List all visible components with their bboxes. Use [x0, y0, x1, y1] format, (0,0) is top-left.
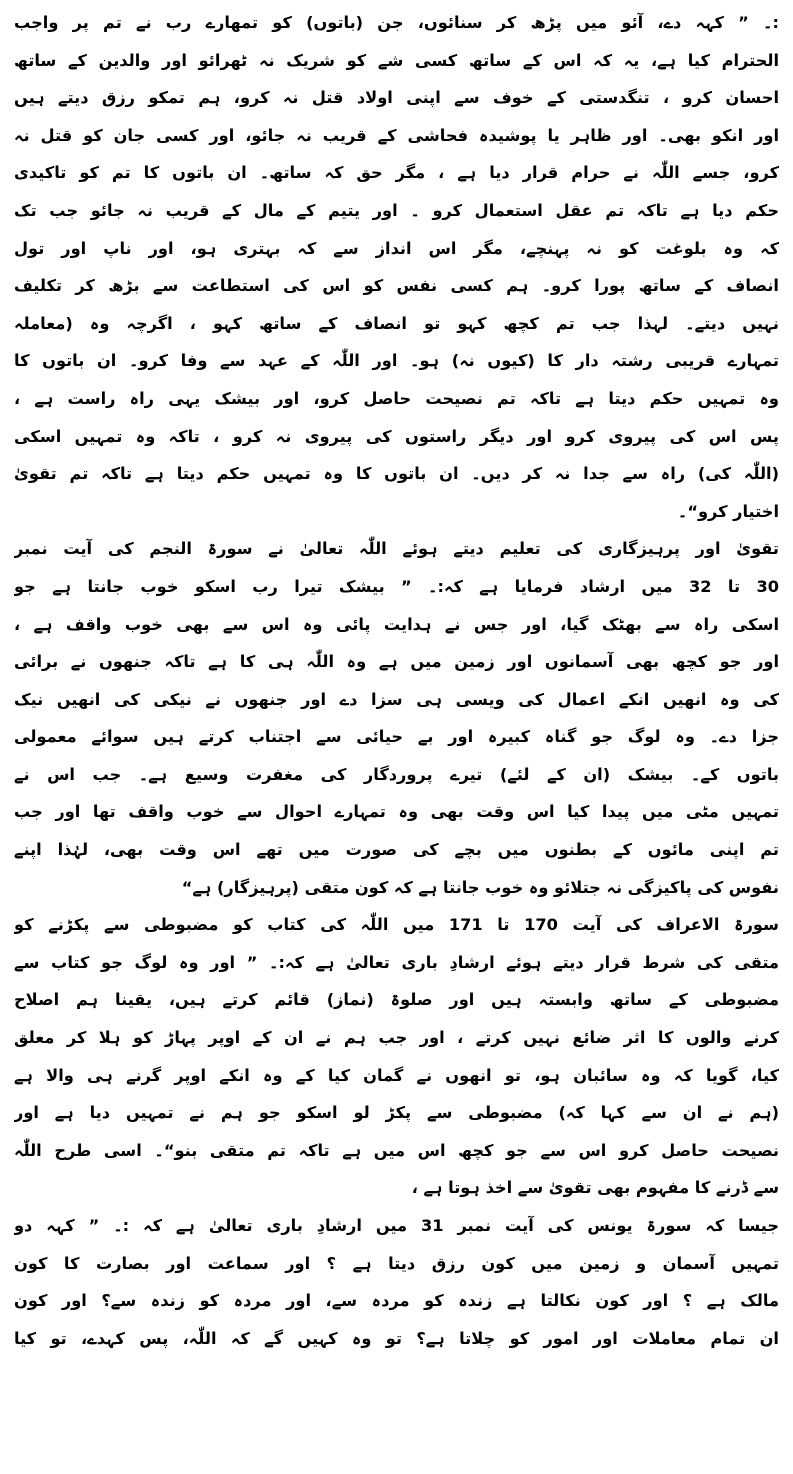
text-line: متقی کی شرط قرار دیتے ہوئے ارشادِ باری تعالیٰ ہے کہ:۔ ” اور وہ لوگ جو کتاب سے [14, 952, 779, 972]
text-line: الحترام کیا ہے، یہ کہ اس کے ساتھ کسی شے کو شریک نہ ٹھرائو اور والدین کے ساتھ [14, 50, 779, 70]
text-line: اسکی راہ سے بھٹک گیا، اور جس نے ہدایت پائی وہ اس سے بھی خوب واقف ہے ، [14, 614, 779, 634]
urdu-text-body [14, 4, 779, 1357]
text-line: سورۃ الاعراف کی آیت 170 تا 171 میں اللّٰہ کی کتاب کو مضبوطی سے پکڑنے کو [14, 915, 779, 935]
text-line: کرنے والوں کا اثر ضائع نہیں کرتے ، اور جب ہم نے ان کے اوپر پہاڑ کو ہلا کر معلق [14, 1028, 779, 1048]
text-line: 30 تا 32 میں ارشاد فرمایا ہے کہ:۔ ” بیشک تیرا رب اسکو خوب جانتا ہے جو [14, 576, 779, 596]
text-line: نہیں دیتے۔ لہذا جب تم کچھ کہو تو انصاف کے ساتھ کہو ، اگرچہ وہ (معاملہ [14, 313, 779, 333]
text-line: جزا دے۔ وہ لوگ جو گناہ کبیرہ اور بے حیائی سے اجتناب کرتے ہیں سوائے معمولی [14, 727, 779, 747]
text-line: حکم دیا ہے تاکہ تم عقل استعمال کرو ۔ اور یتیم کے مال کے قریب نہ جائو جب تک [14, 200, 779, 220]
text-line: مضبوطی کے ساتھ وابستہ ہیں اور صلوۃ (نماز) قائم کرتے ہیں، یقینا ہم اصلاح [14, 990, 779, 1010]
text-line: کی وہ انھیں انکے اعمال کی ویسی ہی سزا دے اور جنھوں نے نیکی کی انھیں نیک [14, 689, 779, 709]
text-line: ان تمام معاملات اور امور کو چلاتا ہے؟ تو وہ کہیں گے کہ اللّٰہ، پس کہدے، تو کیا [14, 1328, 779, 1348]
text-line: سے ڈرنے کا مفہوم بھی تقویٰ سے اخذ ہوتا ہے ، [411, 1178, 779, 1198]
text-line: اور جو کچھ بھی آسمانوں اور زمین میں ہے وہ اللّٰہ ہی کا ہے تاکہ جنھوں نے برائی [14, 652, 779, 672]
text-line: اور انکو بھی۔ اور ظاہر یا پوشیدہ فحاشی کے قریب نہ جائو، اور کسی جان کو قتل نہ [14, 125, 779, 145]
text-line: باتوں کے۔ بیشک (ان کے لئے) تیرے پروردگار کی مغفرت وسیع ہے۔ جب اس نے [14, 764, 779, 784]
text-line: تمہارے قریبی رشتہ دار کا (کیوں نہ) ہو۔ اور اللّٰہ کے عہد سے وفا کرو۔ ان باتوں کا [14, 351, 779, 371]
text-line: :۔ ” کہہ دے، آئو میں پڑھ کر سنائوں، جن (باتوں) کو تمھارے رب نے تم پر واجب [14, 13, 779, 32]
text-line: وہ تمہیں حکم دیتا ہے تاکہ تم نصیحت حاصل کرو، اور بیشک یہی راہ راست ہے ، [14, 388, 779, 408]
text-line: تم اپنی مائوں کے بطنوں میں بچے کی صورت میں تھے اس وقت بھی، لہٰذا اپنے [14, 840, 779, 860]
text-line: احسان کرو ، تنگدستی کے خوف سے اپنی اولاد قتل نہ کرو، ہم تمکو رزق دیتے ہیں [14, 88, 779, 108]
text-line: نصیحت حاصل کرو اس سے جو کچھ اس میں ہے تاکہ تم متقی بنو“۔ اسی طرح اللّٰہ [14, 1140, 779, 1160]
text-line: کرو، جسے اللّٰہ نے حرام قرار دیا ہے ، مگر حق کہ ساتھ۔ ان باتوں کا تم کو تاکیدی [14, 163, 779, 183]
text-line: (اللّٰہ کی) راہ سے جدا نہ کر دیں۔ ان باتوں کا وہ تمہیں حکم دیتا ہے تاکہ تم تقویٰ [14, 464, 779, 484]
text-line: جیسا کہ سورۃ یونس کی آیت نمبر 31 میں ارشادِ باری تعالیٰ ہے کہ :۔ ” کہہ دو [14, 1216, 779, 1235]
text-line: کیا، گویا کہ وہ سائبان ہو، تو انھوں نے گمان کیا کے وہ انکے اوپر گرنے ہی والا ہے [14, 1065, 779, 1085]
text-line: اختیار کرو“۔ [677, 501, 779, 521]
text-line: تقویٰ اور پرہیزگاری کی تعلیم دیتے ہوئے اللّٰہ تعالیٰ نے سورۃ النجم کی آیت نمبر [14, 539, 779, 559]
text-line: نفوس کی پاکیزگی نہ جتلائو وہ خوب جانتا ہے کہ کون متقی (پرہیزگار) ہے“ [181, 877, 779, 897]
text-line: انصاف کے ساتھ پورا کرو۔ ہم کسی نفس کو اس کی استطاعت سے بڑھ کر تکلیف [14, 276, 779, 296]
text-line: تمہیں مٹی میں پیدا کیا اس وقت بھی وہ تمہارے احوال سے خوب واقف تھا اور جب [14, 802, 779, 822]
text-line: (ہم نے ان سے کہا کہ) مضبوطی سے پکڑ لو اسکو جو ہم نے تمہیں دیا ہے اور [14, 1103, 779, 1123]
text-line: تمہیں آسمان و زمین میں کون رزق دیتا ہے ؟ اور سماعت اور بصارت کا کون [14, 1253, 779, 1273]
text-line: مالک ہے ؟ اور کون نکالتا ہے زندہ کو مردہ سے، اور مردہ کو زندہ سے؟ اور کون [14, 1291, 779, 1311]
text-line: پس اس کی پیروی کرو اور دیگر راستوں کی پیروی نہ کرو ، تاکہ وہ تمہیں اسکی [14, 426, 779, 446]
text-line: کہ وہ بلوغت کو نہ پہنچے، مگر اس انداز سے کہ بہتری ہو، اور ناپ اور تول [14, 238, 779, 258]
